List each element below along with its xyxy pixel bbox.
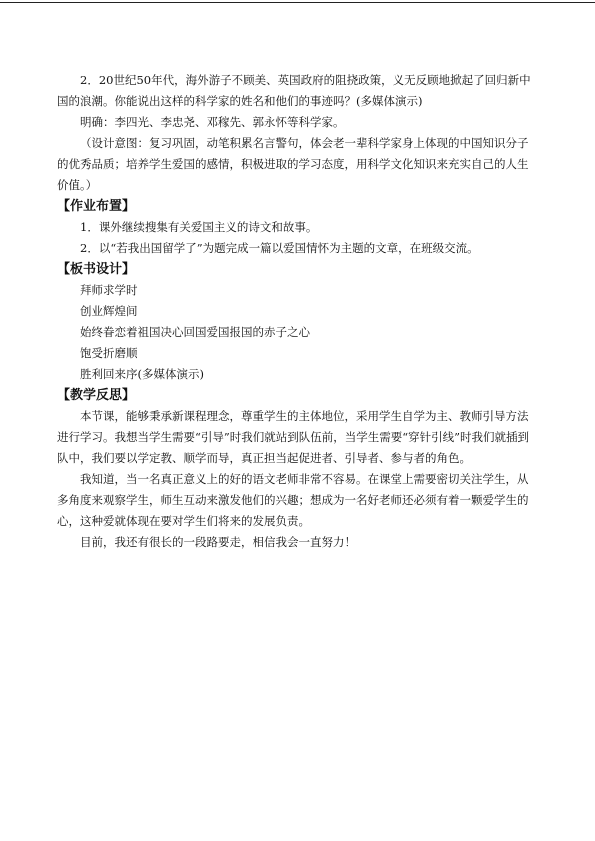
design-intent-paragraph: （设计意图：复习巩固，动笔积累名言警句，体会老一辈科学家身上体现的中国知识分子的优秀品质；培养学生爱国的感情，积极进取的学习态度，用科学文化知识来充实自己的人生价值。） (57, 136, 529, 192)
reflection-paragraph: 目前，我还有很长的一段路要走，相信我会一直努力！ (80, 535, 356, 549)
reflection-paragraph: 本节课，能够秉承新课程理念，尊重学生的主体地位，采用学生自学为主、教师引导方法进行学习。我想当学生需要“引导”时我们就站到队伍前，当学生需要“穿针引线”时我们就插到队中，我们要以学定教、顺学而导，真正担当起促进者、引导者、参与者的角色。 (57, 409, 530, 465)
document-body (57, 70, 537, 553)
header-rule (0, 2, 595, 3)
board-item: 创业辉煌间 (80, 304, 138, 318)
board-item: 拜师求学时 (80, 283, 138, 297)
board-item: 饱受折磨顺 (80, 346, 138, 360)
homework-heading: 【作业布置】 (57, 199, 136, 214)
question-paragraph: 2．20世纪50年代，海外游子不顾美、英国政府的阻挠政策，义无反顾地掀起了回归新中国的浪潮。你能说出这样的科学家的姓名和他们的事迹吗？(多媒体演示) (57, 73, 531, 108)
homework-item: 1．课外继续搜集有关爱国主义的诗文和故事。 (80, 220, 318, 234)
reflection-heading: 【教学反思】 (57, 388, 136, 403)
reflection-paragraph: 我知道，当一名真正意义上的好的语文老师非常不容易。在课堂上需要密切关注学生，从多角度来观察学生，师生互动来激发他们的兴趣；想成为一名好老师还必须有着一颗爱学生的心，这种爱就体现在要对学生们将来的发展负责。 (57, 472, 529, 528)
board-item: 胜利回来序(多媒体演示) (80, 367, 204, 381)
answer-paragraph: 明确：李四光、李忠尧、邓稼先、郭永怀等科学家。 (80, 115, 345, 129)
board-design-heading: 【板书设计】 (57, 262, 136, 277)
homework-item: 2．以“若我出国留学了”为题完成一篇以爱国情怀为主题的文章，在班级交流。 (80, 241, 479, 255)
board-item: 始终眷恋着祖国决心回国爱国报国的赤子之心 (80, 325, 310, 339)
